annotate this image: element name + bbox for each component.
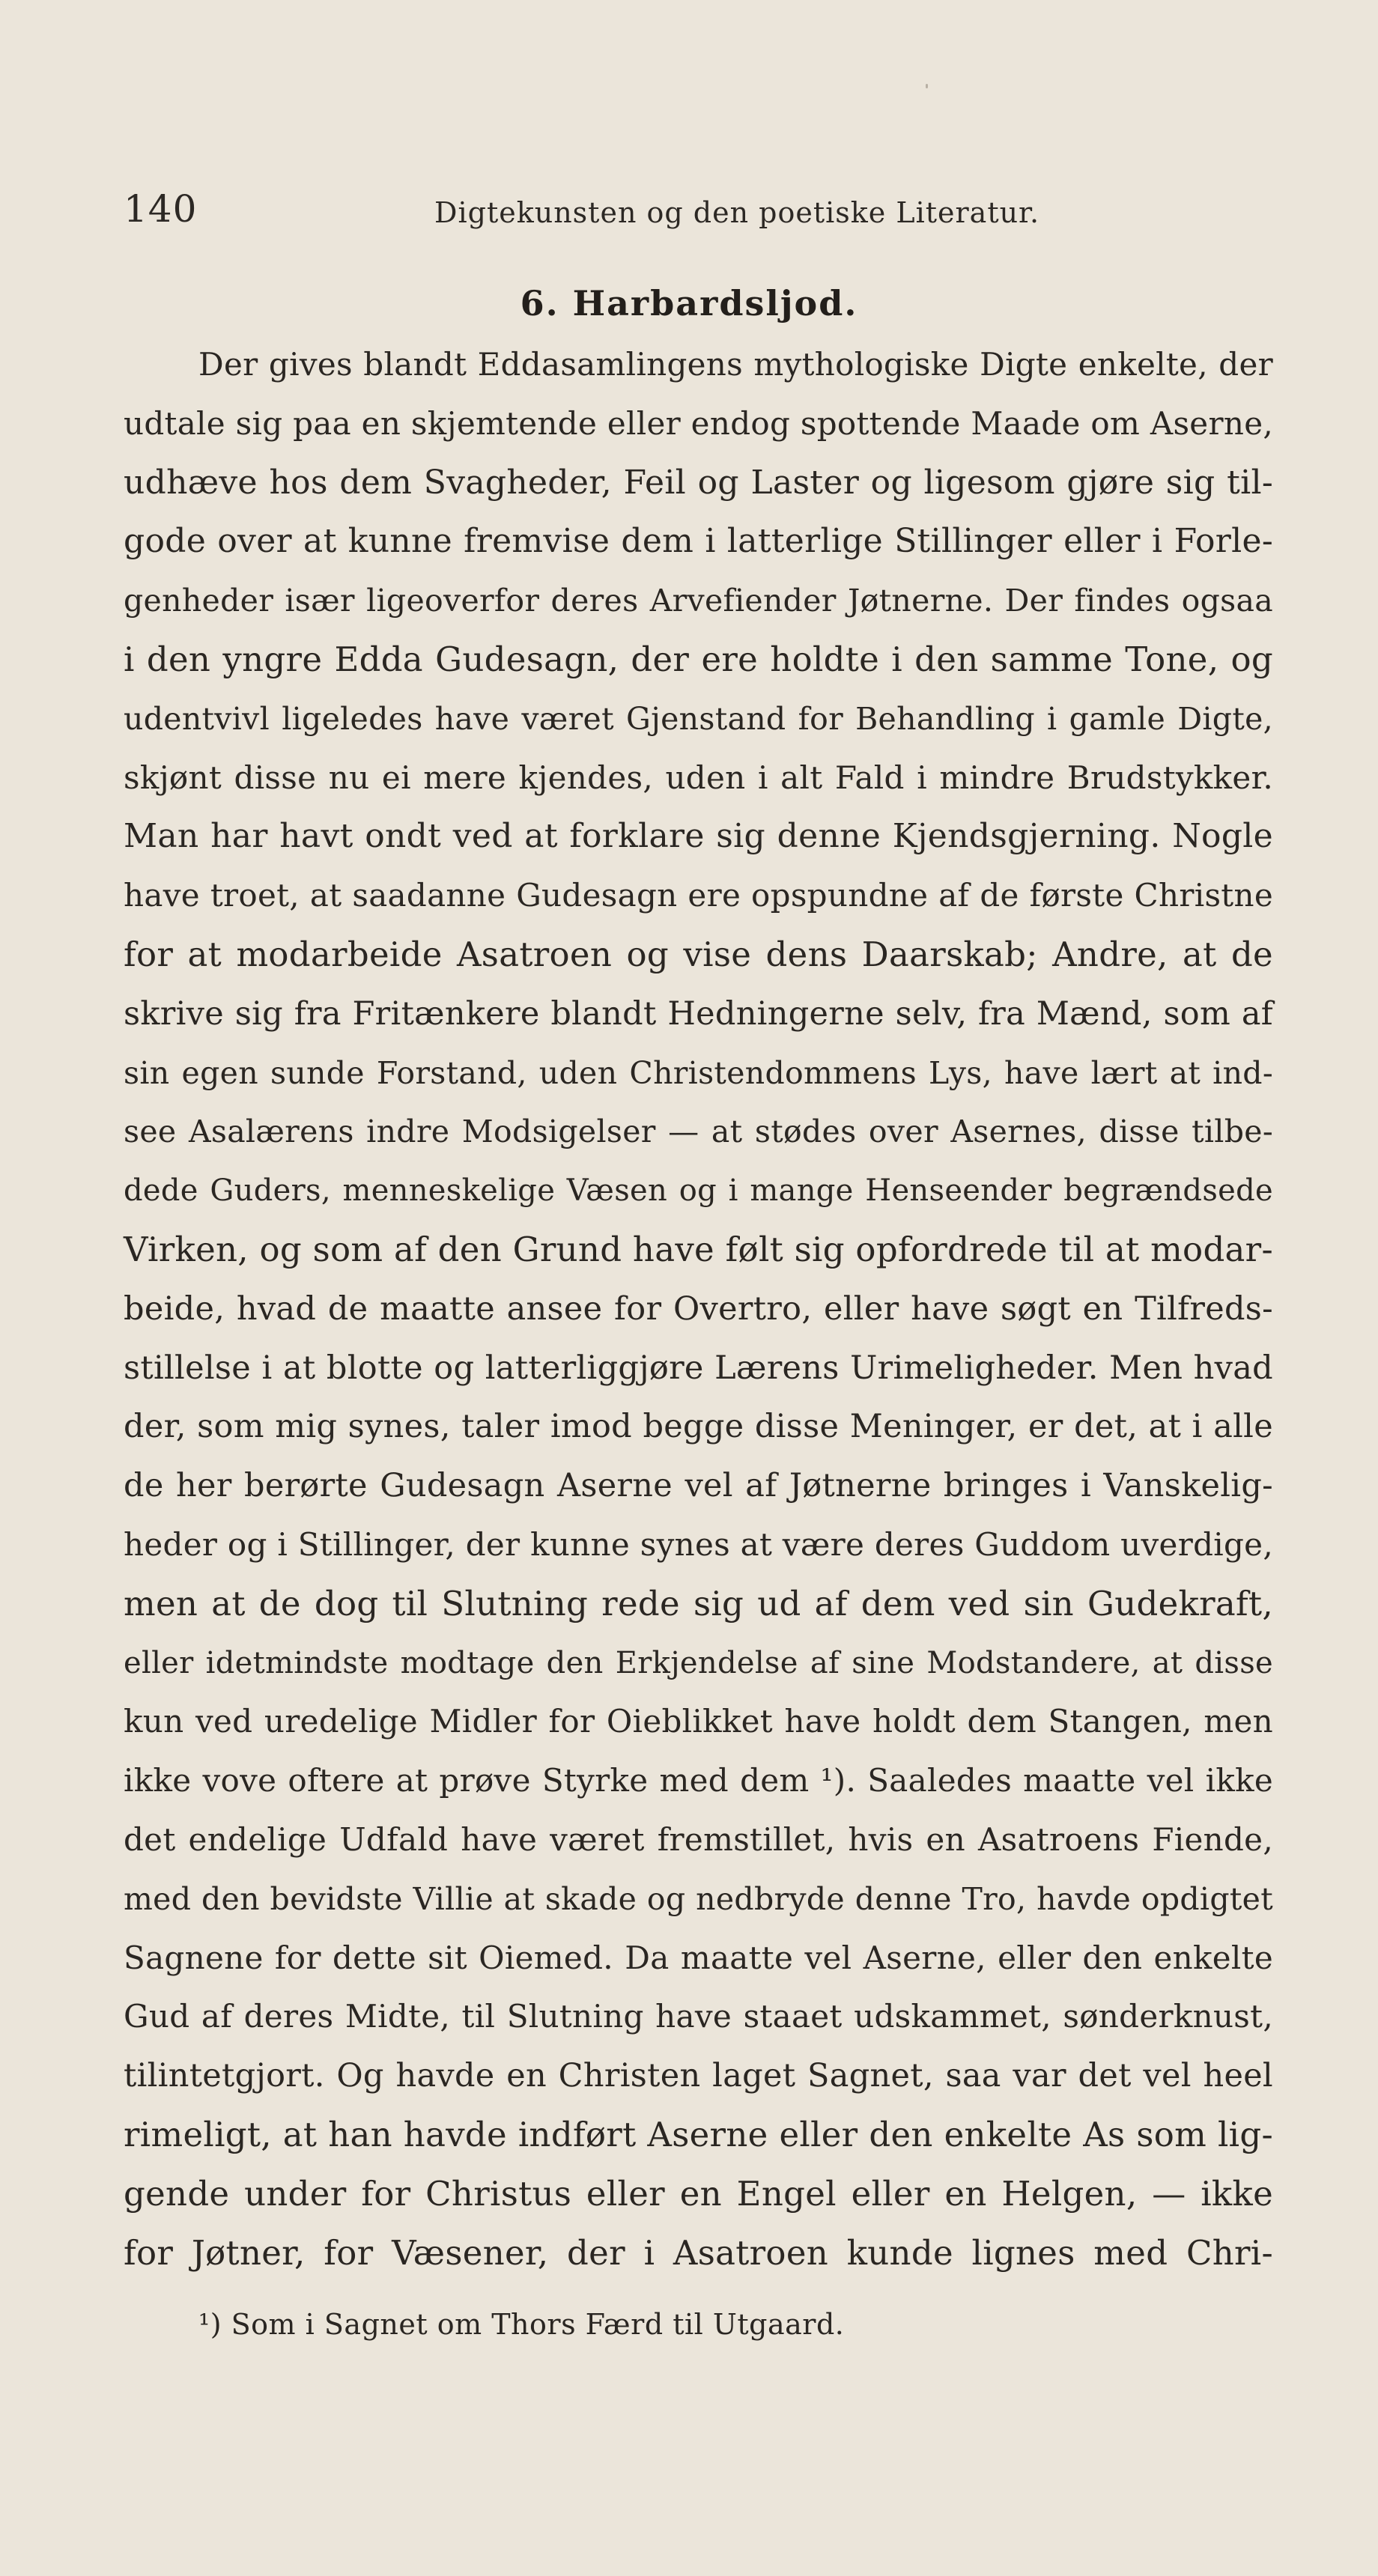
- text-line: gende under for Christus eller en Engel eller en Helgen, — ikke: [124, 2173, 1273, 2214]
- text-line: Sagnene for dette sit Oiemed. Da maatte vel Aserne, eller den enkelte: [124, 1939, 1273, 1976]
- text-line: men at de dog til Slutning rede sig ud af dem ved sin Gudekraft,: [124, 1583, 1273, 1623]
- text-line: gode over at kunne fremvise dem i latterlige Stillinger eller i Forle-: [124, 522, 1273, 561]
- running-head: [124, 187, 1269, 240]
- text-line: Virken, og som af den Grund have følt sig opfordrede til at modar-: [124, 1229, 1273, 1269]
- text-line: udhæve hos dem Svagheder, Feil og Laster og ligesom gjøre sig til-: [124, 463, 1273, 502]
- text-line: Der gives blandt Eddasamlingens mythologiske Digte enkelte, der: [198, 346, 1273, 383]
- text-line: for at modarbeide Asatroen og vise dens Daarskab; Andre, at de: [124, 934, 1273, 974]
- text-line: med den bevidste Villie at skade og nedbryde denne Tro, havde opdigtet: [124, 1880, 1273, 1917]
- text-line: dede Guders, menneskelige Væsen og i mange Henseender begrændsede: [124, 1173, 1273, 1209]
- text-line: genheder især ligeoverfor deres Arvefiender Jøtnerne. Der findes ogsaa: [124, 583, 1273, 619]
- text-line: see Asalærens indre Modsigelser — at stødes over Asernes, disse tilbe-: [124, 1114, 1273, 1150]
- section-heading: 6. Harbardsljod.: [520, 283, 858, 323]
- text-line: sin egen sunde Forstand, uden Christendommens Lys, have lært at ind-: [124, 1054, 1273, 1091]
- text-line: udentvivl ligeledes have været Gjenstand for Behandling i gamle Digte,: [124, 700, 1273, 737]
- paper-speck: [926, 84, 928, 88]
- text-line: skjønt disse nu ei mere kjendes, uden i alt Fald i mindre Brudstykker.: [124, 759, 1273, 796]
- text-line: Man har havt ondt ved at forklare sig denne Kjendsgjerning. Nogle: [124, 817, 1273, 856]
- text-line: eller idetmindste modtage den Erkjendelse af sine Modstandere, at disse: [124, 1645, 1273, 1680]
- footnote: ¹) Som i Sagnet om Thors Færd til Utgaard.: [198, 2308, 845, 2341]
- body-text: [124, 335, 1273, 2282]
- text-line: kun ved uredelige Midler for Oieblikket have holdt dem Stangen, men: [124, 1703, 1273, 1740]
- text-line: stillelse i at blotte og latterliggjøre Lærens Urimeligheder. Men hvad: [124, 1349, 1273, 1387]
- text-line: have troet, at saadanne Gudesagn ere opspundne af de første Christne: [124, 877, 1273, 914]
- text-line: de her berørte Gudesagn Aserne vel af Jøtnerne bringes i Vanskelig-: [124, 1467, 1273, 1505]
- text-line: ikke vove oftere at prøve Styrke med dem ¹). Saaledes maatte vel ikke: [124, 1762, 1273, 1799]
- text-line: for Jøtner, for Væsener, der i Asatroen kunde lignes med Chri-: [124, 2232, 1273, 2273]
- running-title: Digtekunsten og den poetiske Literatur.: [434, 196, 1040, 229]
- text-line: beide, hvad de maatte ansee for Overtro, eller have søgt en Tilfreds-: [124, 1289, 1273, 1328]
- text-line: udtale sig paa en skjemtende eller endog spottende Maade om Aserne,: [124, 404, 1273, 442]
- text-line: tilintetgjort. Og havde en Christen laget Sagnet, saa var det vel heel: [124, 2057, 1273, 2095]
- text-line: heder og i Stillinger, der kunne synes at være deres Guddom uverdige,: [124, 1525, 1273, 1563]
- page-number: 140: [124, 187, 198, 231]
- text-line: skrive sig fra Fritænkere blandt Hedningerne selv, fra Mænd, som af: [124, 994, 1273, 1033]
- text-line: det endelige Udfald have været fremstillet, hvis en Asatroens Fiende,: [124, 1820, 1273, 1858]
- text-line: i den yngre Edda Gudesagn, der ere holdte i den samme Tone, og: [124, 639, 1273, 679]
- text-line: rimeligt, at han havde indført Aserne eller den enkelte As som lig-: [124, 2114, 1273, 2154]
- text-line: der, som mig synes, taler imod begge disse Meninger, er det, at i alle: [124, 1408, 1273, 1446]
- text-line: Gud af deres Midte, til Slutning have staaet udskammet, sønderknust,: [124, 1998, 1273, 2035]
